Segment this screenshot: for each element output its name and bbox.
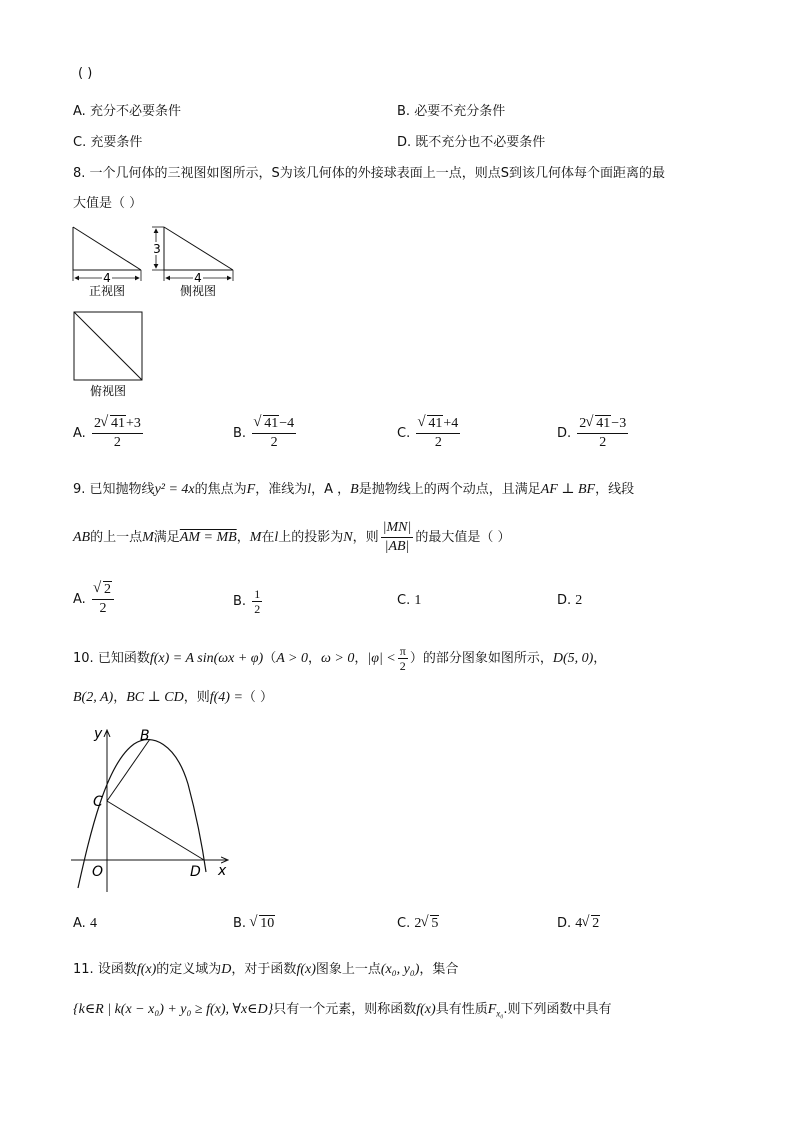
q8-option-a[interactable] <box>73 416 145 451</box>
point-c-label: C <box>93 794 103 810</box>
option-label: B. <box>397 104 411 119</box>
q9-stem-line2: AB的上一点M满足AM = MB，M在l上的投影为N，则 $\frac{|MN|}{|AB|}$ 的最大值是（ ） <box>73 520 511 554</box>
top-view <box>74 312 142 398</box>
q7-option-d[interactable] <box>397 131 545 150</box>
option-text: 既不充分也不必要条件 <box>415 135 546 150</box>
x-axis-label: x <box>218 863 227 879</box>
point-b-label: B <box>140 728 150 744</box>
option-label: A. <box>73 592 86 607</box>
option-fraction: √ $\frac{2}{2}$ <box>92 582 114 617</box>
option-text: 充要条件 <box>90 135 143 150</box>
option-fraction: $\frac{2√ 41-3}{2}$ <box>577 416 628 451</box>
option-text: 必要不充分条件 <box>414 104 506 119</box>
q10-option-b[interactable] <box>233 916 275 932</box>
q10-option-c[interactable]: C. 2√ 5 <box>397 916 439 932</box>
q10-sine-graph <box>66 724 236 896</box>
option-label: B. <box>233 426 247 441</box>
option-label: A. <box>73 104 86 119</box>
front-view <box>73 227 141 298</box>
option-label: C. <box>397 426 411 441</box>
option-fraction: $\frac{2√ 41+3}{2}$ <box>92 416 143 451</box>
q8-stem-line1: 8. 一个几何体的三视图如图所示，S为该几何体的外接球表面上一点，则点S到该几何体每个面距离的最 <box>73 166 666 181</box>
q10-option-d[interactable]: D. 4√ 2 <box>557 916 600 932</box>
option-label: D. <box>557 593 572 608</box>
option-radical: √ 5 <box>421 916 439 932</box>
y-axis-label: y <box>94 726 103 742</box>
option-fraction: √ $\frac{41+4}{2}$ <box>416 416 460 451</box>
q10-option-a[interactable] <box>73 916 97 932</box>
option-radical: √ 2 <box>582 916 600 932</box>
q8-stem-line2: 大值是（ ） <box>73 196 143 211</box>
q7-option-b[interactable] <box>397 100 505 119</box>
origin-label: O <box>92 864 104 880</box>
q8-option-b[interactable] <box>233 416 298 451</box>
side-height-label: 3 <box>153 242 161 256</box>
side-view-caption: 侧视图 <box>179 284 217 298</box>
q7-option-c[interactable] <box>73 131 142 150</box>
option-label: B. <box>233 916 247 931</box>
q8-three-view-figure <box>66 222 246 400</box>
option-text: 2 <box>575 593 583 608</box>
option-text: 1 <box>414 593 422 608</box>
q7-answer-paren: ( ) <box>78 66 93 81</box>
option-label: A. <box>73 426 86 441</box>
option-fraction: √ $\frac{41-4}{2}$ <box>252 416 296 451</box>
q9-option-b[interactable] <box>233 588 264 615</box>
q11-stem-line1: 11. 设函数f(x)的定义域为D，对于函数f(x)图象上一点(x₀, y₀)，集合 <box>73 962 459 977</box>
option-label: D. <box>557 426 572 441</box>
top-view-caption: 俯视图 <box>89 384 127 398</box>
option-label: B. <box>233 594 247 609</box>
q8-option-c[interactable] <box>397 416 462 451</box>
front-view-caption: 正视图 <box>88 284 126 298</box>
option-label: C. <box>397 593 411 608</box>
option-label: D. <box>397 135 412 150</box>
q9-option-a[interactable] <box>73 582 116 617</box>
q7-option-a[interactable] <box>73 100 181 119</box>
front-width-label: 4 <box>103 271 111 285</box>
option-text: 4 <box>89 916 97 931</box>
point-d-label: D <box>190 864 201 880</box>
option-label: C. <box>397 916 411 931</box>
q8-option-d[interactable] <box>557 416 630 451</box>
side-view <box>152 227 233 298</box>
segment-cd <box>107 801 204 860</box>
side-width-label: 4 <box>194 271 202 285</box>
q9-option-d[interactable] <box>557 593 582 609</box>
q10-stem-line1: 10. 已知函数f(x) = A sin(ωx + φ)（A > 0，ω > 0，|φ| < $\frac{\pi}{2}$ ）的部分图象如图所示，D(5, 0)， <box>73 644 607 673</box>
option-fraction: $\frac{1}{2}$ <box>254 587 261 616</box>
q11-stem-line2: {k∈R | k(x − x₀) + y₀ ≥ f(x), ∀x∈D}只有一个元素，则称函数f(x)具有性质$F_{x_0}$.则下列函数中具有 <box>73 1002 612 1019</box>
option-text: 充分不必要条件 <box>89 104 181 119</box>
q10-stem-line2: B(2, A)，BC ⊥ CD，则f(4) =（ ） <box>73 690 274 705</box>
option-label: A. <box>73 916 86 931</box>
option-radical: √ 10 <box>250 916 275 932</box>
q9-stem-line1: 9. 已知抛物线y² = 4x的焦点为F，准线为l，A ，B是抛物线上的两个动点，且满足AF ⊥ BF，线段 <box>73 482 635 497</box>
q9-option-c[interactable] <box>397 593 421 609</box>
option-label: C. <box>73 135 87 150</box>
option-label: D. <box>557 916 572 931</box>
